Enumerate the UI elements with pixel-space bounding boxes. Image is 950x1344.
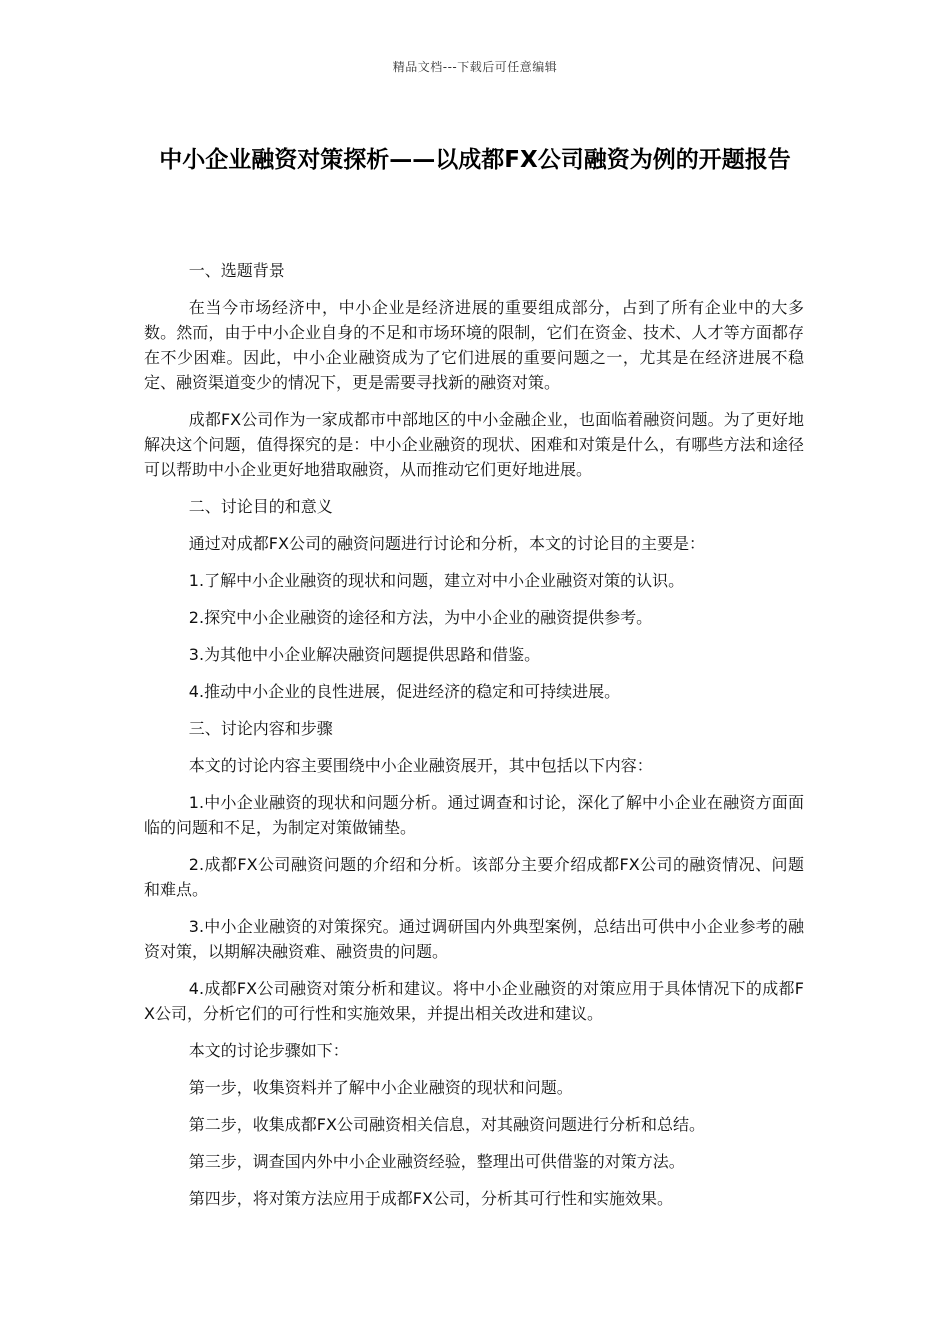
list-item: 2.探究中小企业融资的途径和方法，为中小企业的融资提供参考。 [188,608,653,627]
section-heading-purpose: 二、讨论目的和意义 [188,497,333,516]
paragraph: 成都FX公司作为一家成都市中部地区的中小金融企业，也面临着融资问题。为了更好地解决这个问题，值得探究的是：中小企业融资的现状、困难和对策是什么，有哪些方法和途径可以帮助中小企业更好地猎取融资，从而推动它们更好地进展。 [144,410,804,479]
step-item: 第三步，调查国内外中小企业融资经验，整理出可供借鉴的对策方法。 [188,1152,685,1171]
list-item: 4.推动中小企业的良性进展，促进经济的稳定和可持续进展。 [188,682,621,701]
list-item: 3.中小企业融资的对策探究。通过调研国内外典型案例，总结出可供中小企业参考的融资对策，以期解决融资难、融资贵的问题。 [144,917,804,961]
list-item: 4.成都FX公司融资对策分析和建议。将中小企业融资的对策应用于具体情况下的成都FX公司，分析它们的可行性和实施效果，并提出相关改进和建议。 [144,979,804,1023]
step-item: 第一步，收集资料并了解中小企业融资的现状和问题。 [188,1078,573,1097]
step-item: 第四步，将对策方法应用于成都FX公司，分析其可行性和实施效果。 [188,1189,673,1208]
step-item: 第二步，收集成都FX公司融资相关信息，对其融资问题进行分析和总结。 [188,1115,705,1134]
section-heading-background: 一、选题背景 [188,261,285,280]
list-item: 2.成都FX公司融资问题的介绍和分析。该部分主要介绍成都FX公司的融资情况、问题和难点。 [144,855,804,899]
list-item: 1.中小企业融资的现状和问题分析。通过调查和讨论，深化了解中小企业在融资方面面临的问题和不足，为制定对策做铺垫。 [144,793,804,837]
paragraph: 通过对成都FX公司的融资问题进行讨论和分析，本文的讨论目的主要是： [188,534,705,553]
list-item: 1.了解中小企业融资的现状和问题，建立对中小企业融资对策的认识。 [188,571,685,590]
document-title: 中小企业融资对策探析——以成都FX公司融资为例的开题报告 [159,147,791,173]
paragraph: 本文的讨论步骤如下： [188,1041,349,1060]
paragraph: 本文的讨论内容主要围绕中小企业融资展开，其中包括以下内容： [188,756,653,775]
document-body [144,258,804,1223]
list-item: 3.为其他中小企业解决融资问题提供思路和借鉴。 [188,645,541,664]
page-header: 精品文档---下载后可任意编辑 [392,60,558,74]
paragraph: 在当今市场经济中，中小企业是经济进展的重要组成部分，占到了所有企业中的大多数。然而，由于中小企业自身的不足和市场环境的限制，它们在资金、技术、人才等方面都存在不少困难。因此，中小企业融资成为了它们进展的重要问题之一，尤其是在经济进展不稳定、融资渠道变少的情况下，更是需要寻找新的融资对策。 [144,298,804,392]
section-heading-content: 三、讨论内容和步骤 [188,719,333,738]
